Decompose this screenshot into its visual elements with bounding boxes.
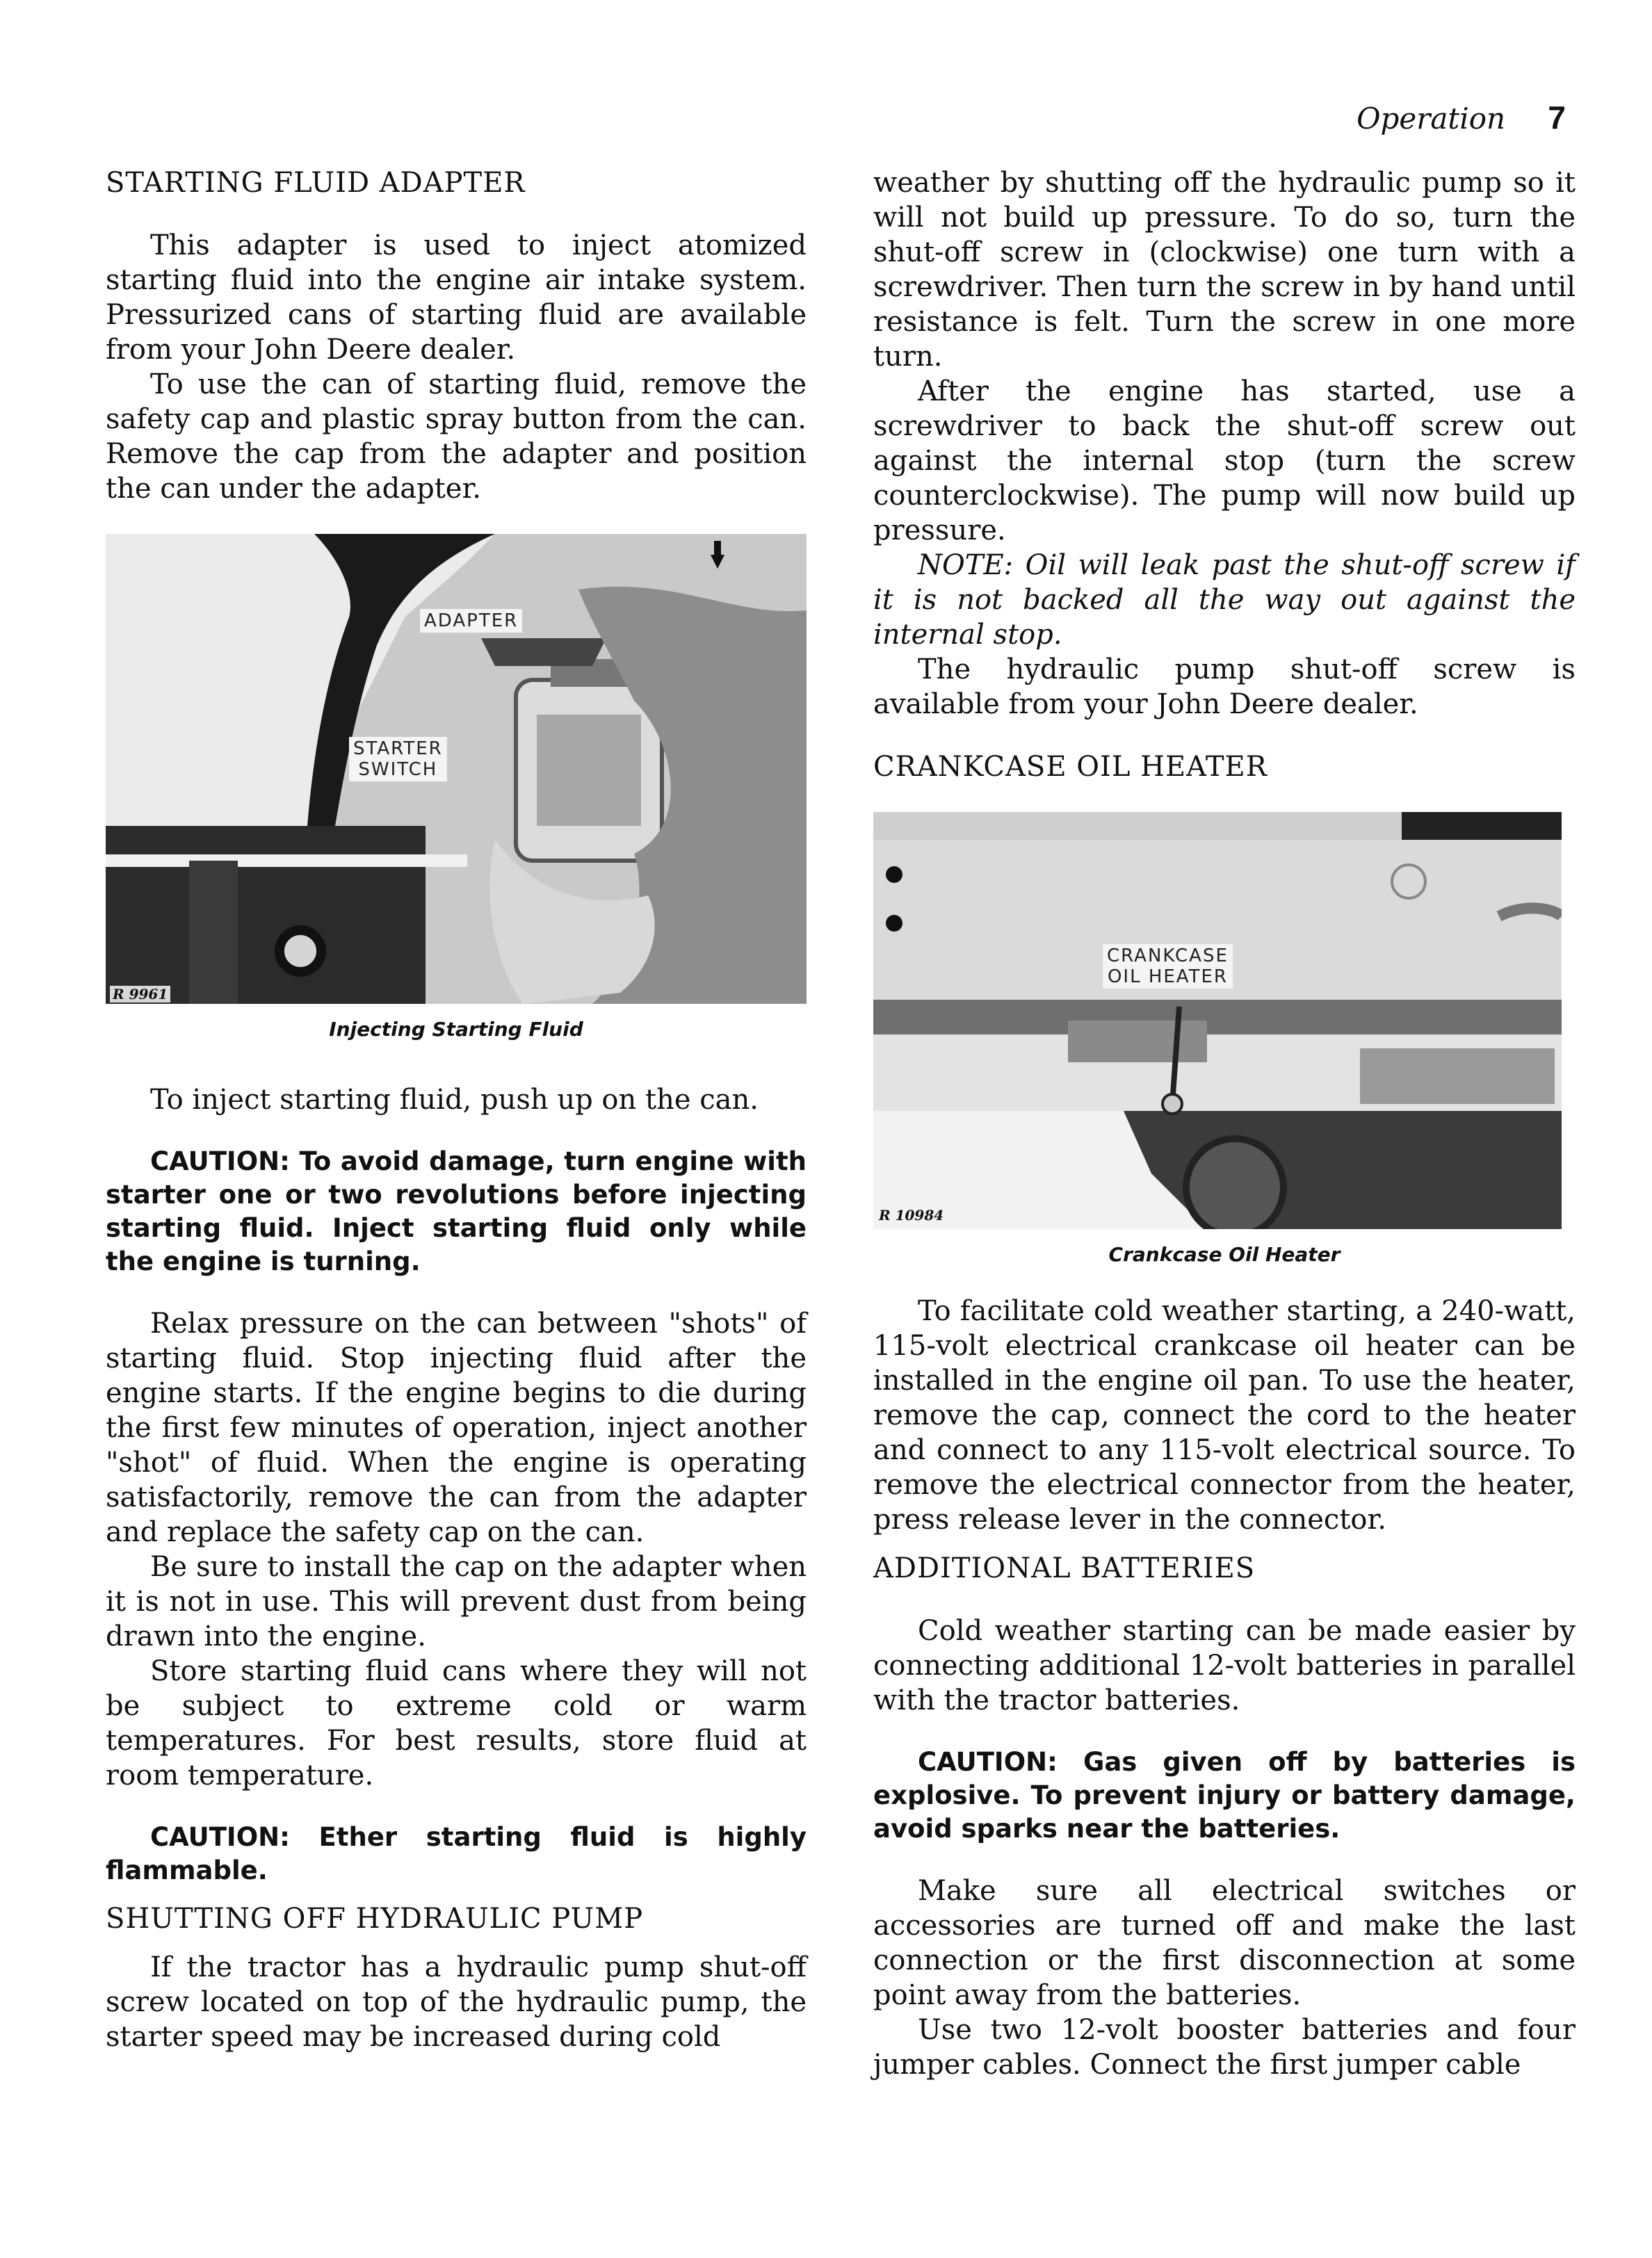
heading-shutting-off-hydraulic-pump: SHUTTING OFF HYDRAULIC PUMP [106,1903,644,1935]
paragraph: Use two 12-volt booster batteries and four jumper cables. Connect the first jumper cable [873,2014,1576,2081]
figure-crankcase-oil-heater [873,812,1562,1229]
note-oil-leak: NOTE: Oil will leak past the shut-off screw if it is not backed all the way out against the internal stop. [873,549,1576,651]
label-starter-switch: STARTER SWITCH [349,737,447,781]
paragraph: If the tractor has a hydraulic pump shut-off screw located on top of the hydraulic pump, the starter speed may be increased during cold [106,1951,807,2053]
paragraph: Be sure to install the cap on the adapter when it is not in use. This will prevent dust from being drawn into the engine. [106,1551,807,1652]
paragraph: After the engine has started, use a screwdriver to back the shut-off screw out against the internal stop (turn the screw counterclockwise). The pump will now build up pressure. [873,375,1576,546]
paragraph: Store starting fluid cans where they will not be subject to extreme cold or warm temperatures. For best results, store fluid at room temperature. [106,1655,807,1792]
heading-additional-batteries: ADDITIONAL BATTERIES [873,1552,1256,1584]
paragraph: To facilitate cold weather starting, a 240-watt, 115-volt electrical crankcase oil heater can be installed in the engine oil pan. To use the heater, remove the cap, connect the cord to the heater and connect to any 115-volt electrical source. To remove the electrical connector from the heater, press release lever in the connector. [873,1295,1576,1536]
caution-avoid-damage: CAUTION: To avoid damage, turn engine with starter one or two revolutions before injecting starting fluid. Inject starting fluid only while the engine is turning. [106,1146,807,1276]
label-adapter: ADAPTER [420,609,522,633]
paragraph: Make sure all electrical switches or accessories are turned off and make the last connection or the first disconnection at some point away from the batteries. [873,1875,1576,2011]
photo-injecting-starting-fluid [106,534,807,1004]
label-crankcase-oil-heater: CRANKCASE OIL HEATER [1103,944,1233,989]
caution-ether-flammable: CAUTION: Ether starting fluid is highly flammable. [106,1822,807,1885]
section-title: Operation [1357,101,1506,136]
photo-crankcase-oil-heater [873,812,1562,1229]
figure-code: R 9961 [110,986,170,1002]
figure-injecting-starting-fluid [106,534,807,1004]
paragraph: weather by shutting off the hydraulic pump so it will not build up pressure. To do so, turn the shut-off screw in (clockwise) one turn with a screwdriver. Then turn the screw in by hand until resistance is felt. Turn the screw in one more turn. [873,167,1576,373]
left-column [106,165,807,2054]
paragraph: Cold weather starting can be made easier by connecting additional 12-volt batteries in parallel with the tractor batteries. [873,1615,1576,1716]
paragraph: Relax pressure on the can between "shots" of starting fluid. Stop injecting fluid after the engine starts. If the engine begins to die during the first few minutes of operation, inject another "shot" of fluid. When the engine is operating satisfactorily, remove the can from the adapter and replace the safety cap on the can. [106,1308,807,1548]
page-number: 7 [1548,99,1566,136]
caution-battery-gas: CAUTION: Gas given off by batteries is explosive. To prevent injury or battery damage, avoid sparks near the batteries. [873,1747,1576,1844]
heading-crankcase-oil-heater: CRANKCASE OIL HEATER [873,751,1268,783]
paragraph: To use the can of starting fluid, remove the safety cap and plastic spray button from the can. Remove the cap from the adapter and position the can under the adapter. [106,368,807,505]
right-column [873,165,1576,2082]
paragraph: This adapter is used to inject atomized starting fluid into the engine air intake system. Pressurized cans of starting fluid are available from your John Deere dealer. [106,229,807,366]
figure-caption: Injecting Starting Fluid [329,1018,583,1041]
paragraph: To inject starting fluid, push up on the can. [150,1084,759,1116]
paragraph: The hydraulic pump shut-off screw is available from your John Deere dealer. [873,653,1576,720]
figure-caption: Crankcase Oil Heater [1108,1243,1341,1266]
page-header [1357,99,1566,136]
heading-starting-fluid-adapter: STARTING FLUID ADAPTER [106,167,526,199]
figure-code: R 10984 [879,1207,944,1224]
